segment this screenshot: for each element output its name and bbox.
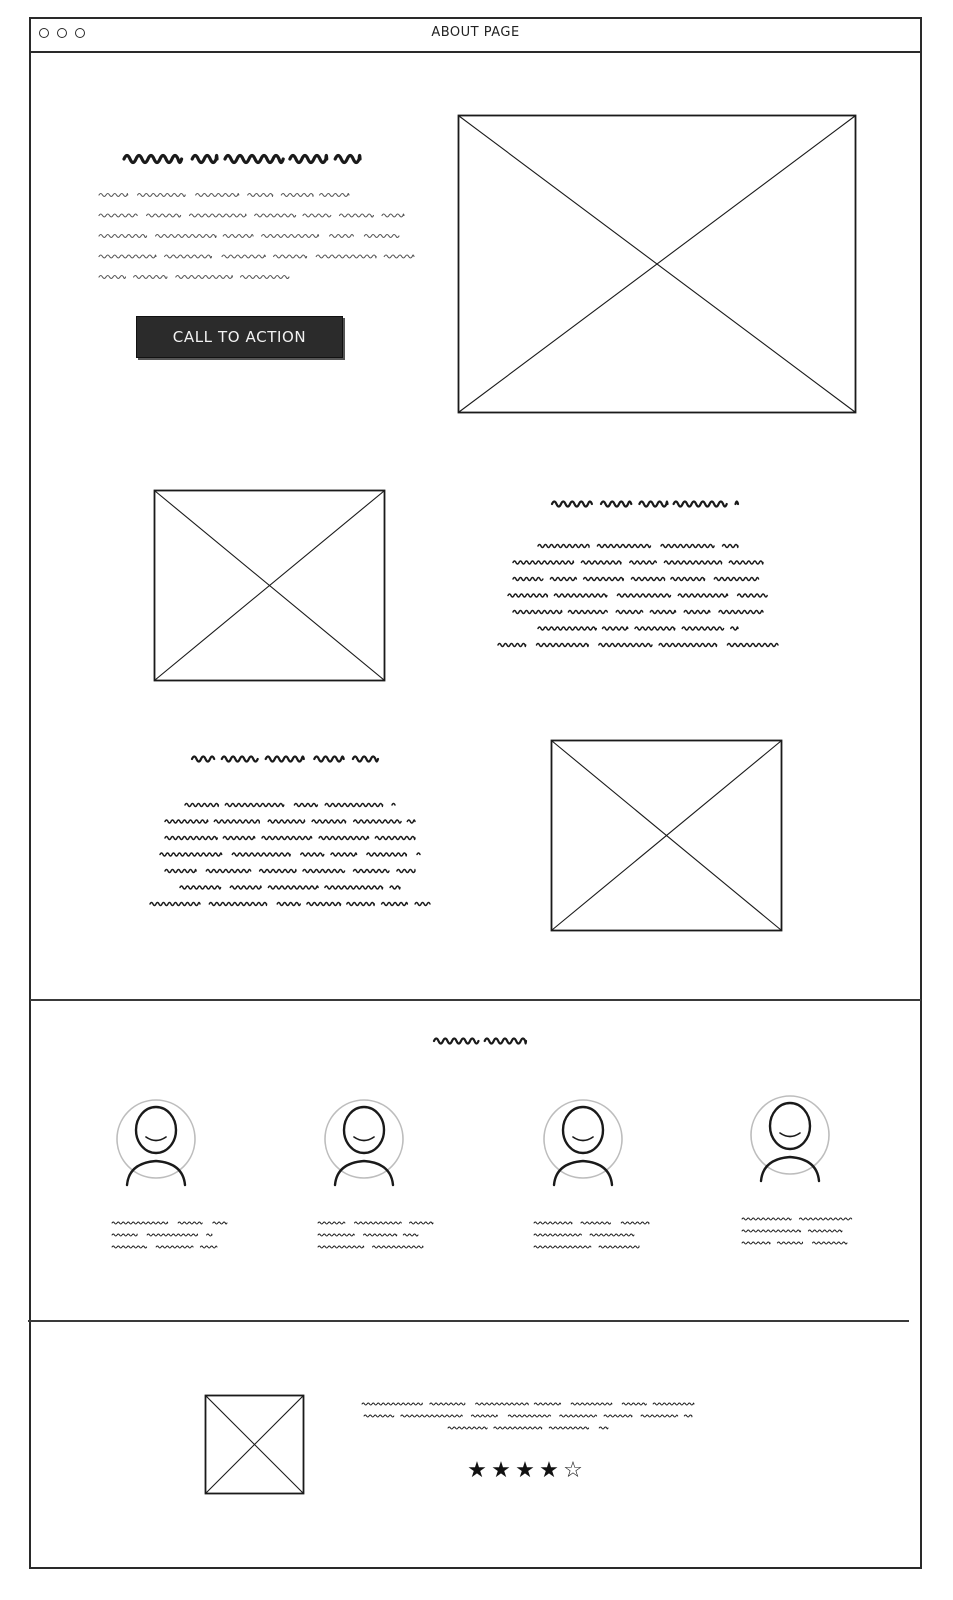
feature-2-image-placeholder-icon bbox=[550, 739, 783, 932]
team-member-1-bio bbox=[110, 1219, 240, 1259]
star-empty-icon: ☆ bbox=[563, 1458, 583, 1483]
team-heading bbox=[432, 1034, 532, 1046]
star-rating bbox=[466, 1460, 584, 1482]
team-member-1-avatar-icon bbox=[113, 1097, 203, 1189]
team-member-2-avatar-icon bbox=[321, 1097, 411, 1189]
testimonial-quote bbox=[358, 1400, 698, 1436]
feature-1-heading bbox=[550, 497, 740, 509]
team-member-4-bio bbox=[740, 1215, 870, 1255]
hero-image-placeholder-icon bbox=[457, 114, 857, 414]
team-member-3-bio bbox=[532, 1219, 662, 1259]
testimonial-image-placeholder-icon bbox=[204, 1394, 305, 1495]
window-titlebar bbox=[29, 17, 922, 53]
team-member-3-avatar-icon bbox=[540, 1097, 630, 1189]
team-member-4-avatar-icon bbox=[747, 1093, 837, 1185]
call-to-action-button[interactable]: CALL TO ACTION bbox=[136, 316, 343, 358]
hero-paragraph bbox=[97, 190, 427, 290]
feature-1-image-placeholder-icon bbox=[153, 489, 386, 682]
feature-1-paragraph bbox=[493, 541, 783, 659]
star-filled-icon: ★ bbox=[491, 1458, 511, 1483]
feature-2-paragraph bbox=[145, 800, 435, 918]
section-divider bbox=[28, 1320, 909, 1322]
team-member-2-bio bbox=[316, 1219, 446, 1259]
star-filled-icon: ★ bbox=[515, 1458, 535, 1483]
star-filled-icon: ★ bbox=[467, 1458, 487, 1483]
hero-heading bbox=[122, 150, 362, 166]
section-divider bbox=[30, 999, 921, 1001]
window-title: ABOUT PAGE bbox=[431, 25, 520, 40]
star-filled-icon: ★ bbox=[539, 1458, 559, 1483]
feature-2-heading bbox=[190, 752, 380, 764]
